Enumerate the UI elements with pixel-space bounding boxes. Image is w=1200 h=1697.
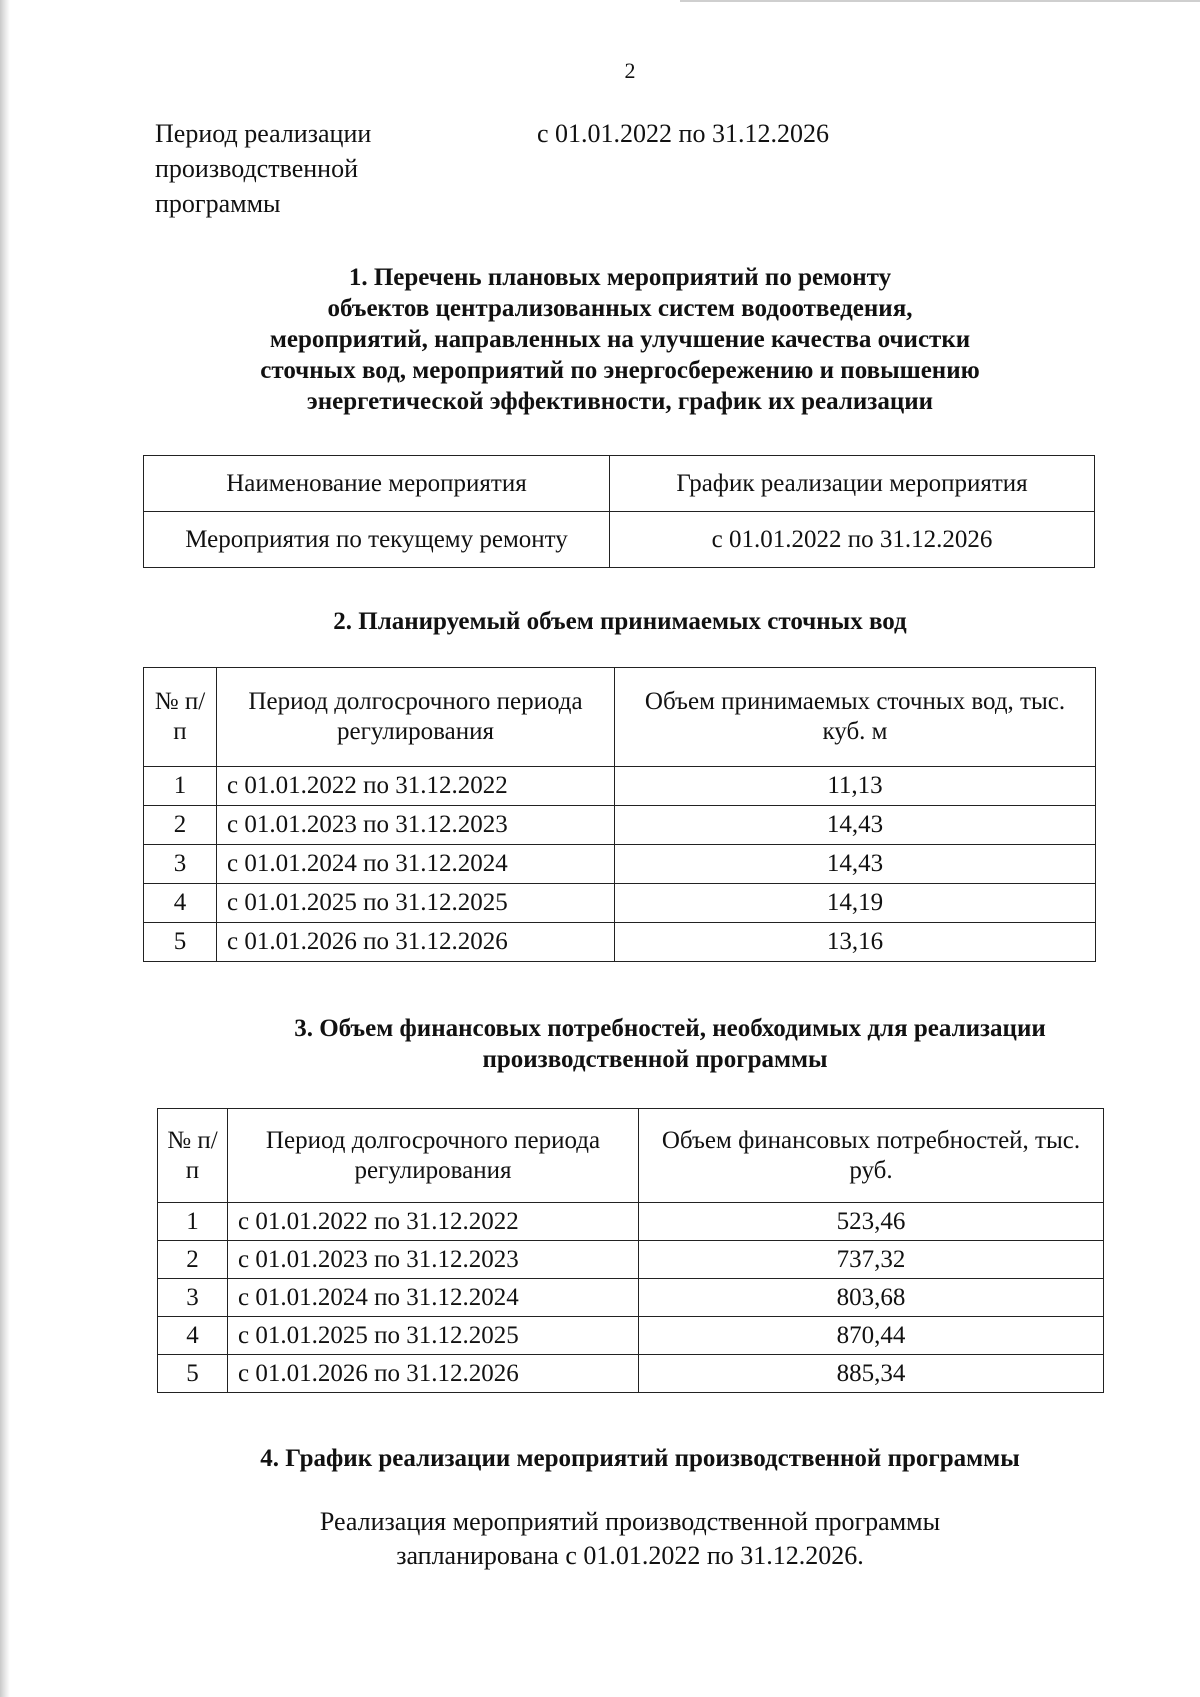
table-header-cell: Наименование мероприятия [144, 456, 610, 512]
table-cell: 3 [144, 845, 217, 884]
section3-title: 3. Объем финансовых потребностей, необходимых для реализации производственной программы [294, 1015, 1046, 1073]
table-header-cell: Объем принимаемых сточных вод, тыс. куб. м [615, 668, 1096, 767]
table-header-cell: Период долгосрочного периода регулирования [228, 1109, 639, 1203]
financial-needs-table [157, 1108, 1104, 1393]
table-row [144, 845, 1096, 884]
table-cell: 14,43 [615, 845, 1096, 884]
scan-left-edge [0, 0, 10, 1697]
table-cell: 2 [158, 1241, 228, 1279]
table-cell: 4 [144, 884, 217, 923]
table-cell: с 01.01.2025 по 31.12.2025 [217, 884, 615, 923]
implementation-note: Реализация мероприятий производственной программы запланирована с 01.01.2022 по 31.12.2026. [319, 1507, 941, 1570]
table-cell: 13,16 [615, 923, 1096, 962]
table-cell: 3 [158, 1279, 228, 1317]
table-cell: с 01.01.2023 по 31.12.2023 [217, 806, 615, 845]
table-cell: 523,46 [639, 1203, 1104, 1241]
table-cell: 803,68 [639, 1279, 1104, 1317]
section1-title: 1. Перечень плановых мероприятий по ремонту объектов централизованных систем водоотведения, мероприятий, направленных на улучшение качества очистки сточных вод, мероприятий по энергосбережению и повышению энергетической эффективности, график их реализации [260, 264, 980, 415]
program-period-value: с 01.01.2022 по 31.12.2026 [537, 119, 829, 148]
table-row [144, 923, 1096, 962]
table-header-cell: Объем финансовых потребностей, тыс. руб. [639, 1109, 1104, 1203]
table-cell: с 01.01.2022 по 31.12.2026 [609, 512, 1094, 568]
section2-title: 2. Планируемый объем принимаемых сточных вод [333, 608, 907, 635]
table-cell: 2 [144, 806, 217, 845]
table-cell: с 01.01.2026 по 31.12.2026 [217, 923, 615, 962]
table-header-row [144, 456, 1095, 512]
table-row [144, 512, 1095, 568]
table-row [144, 884, 1096, 923]
table-row [158, 1355, 1104, 1393]
table-header-row [144, 668, 1096, 767]
table-cell: Мероприятия по текущему ремонту [144, 512, 610, 568]
table-header-cell: Период долгосрочного периода регулирования [217, 668, 615, 767]
table-row [158, 1317, 1104, 1355]
table-cell: 1 [158, 1203, 228, 1241]
table-row [144, 767, 1096, 806]
table-row [158, 1241, 1104, 1279]
table-cell: 737,32 [639, 1241, 1104, 1279]
repair-measures-table [143, 455, 1095, 568]
table-cell: с 01.01.2024 по 31.12.2024 [228, 1279, 639, 1317]
table-cell: с 01.01.2025 по 31.12.2025 [228, 1317, 639, 1355]
table-cell: 5 [158, 1355, 228, 1393]
program-period-label: Период реализации производственной программы [155, 119, 372, 218]
table-header-cell: № п/п [144, 668, 217, 767]
table-cell: с 01.01.2024 по 31.12.2024 [217, 845, 615, 884]
table-header-row [158, 1109, 1104, 1203]
table-cell: 5 [144, 923, 217, 962]
table-cell: 870,44 [639, 1317, 1104, 1355]
table-header-cell: График реализации мероприятия [609, 456, 1094, 512]
table-cell: 11,13 [615, 767, 1096, 806]
table-cell: 4 [158, 1317, 228, 1355]
table-cell: с 01.01.2023 по 31.12.2023 [228, 1241, 639, 1279]
page-number: 2 [624, 58, 636, 83]
table-cell: 885,34 [639, 1355, 1104, 1393]
table-cell: 14,43 [615, 806, 1096, 845]
table-cell: с 01.01.2022 по 31.12.2022 [217, 767, 615, 806]
wastewater-volume-table [143, 667, 1096, 962]
scan-top-edge [680, 0, 1200, 2]
table-row [144, 806, 1096, 845]
table-cell: 14,19 [615, 884, 1096, 923]
table-row [158, 1203, 1104, 1241]
table-header-cell: № п/п [158, 1109, 228, 1203]
table-cell: 1 [144, 767, 217, 806]
table-cell: с 01.01.2026 по 31.12.2026 [228, 1355, 639, 1393]
section4-title: 4. График реализации мероприятий производственной программы [260, 1445, 1020, 1472]
table-cell: с 01.01.2022 по 31.12.2022 [228, 1203, 639, 1241]
table-row [158, 1279, 1104, 1317]
